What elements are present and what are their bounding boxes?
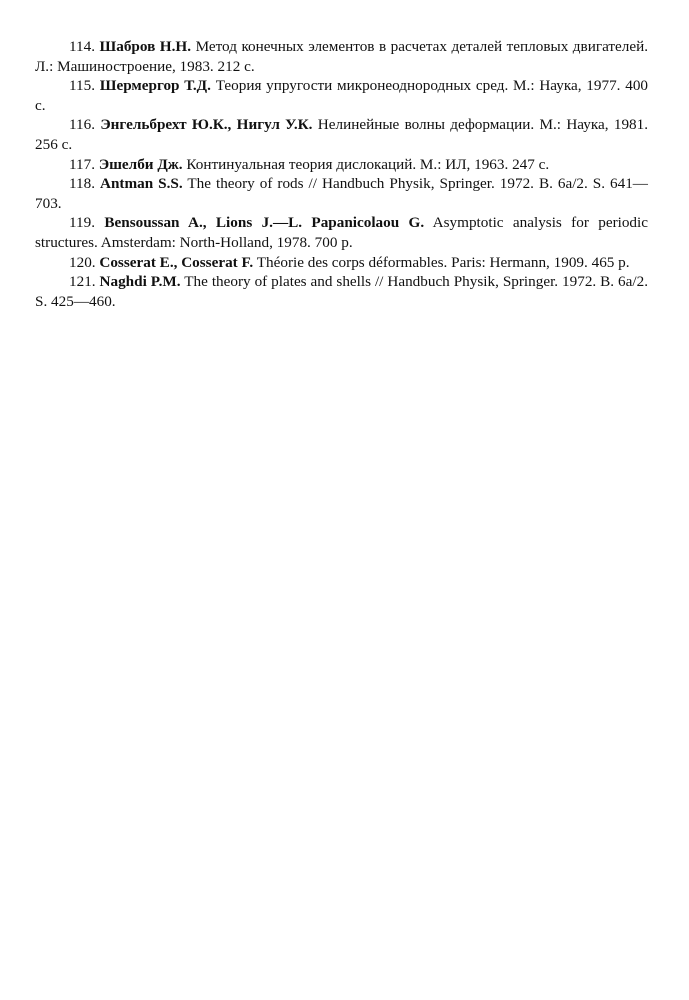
- reference-number: 116.: [69, 116, 96, 134]
- reference-item-121: [35, 272, 648, 311]
- reference-item-119: [35, 213, 648, 252]
- reference-number: 115.: [69, 77, 96, 95]
- reference-authors: Шабров Н.Н.: [99, 38, 192, 55]
- reference-item-117: [35, 155, 648, 175]
- reference-text: Asymptotic analysis for periodic structures. Amsterdam: North-Holland, 1978. 700 p.: [35, 214, 648, 251]
- reference-item-114: [35, 37, 648, 76]
- reference-authors: Antman S.S.: [100, 175, 183, 193]
- reference-authors: Эшелби Дж.: [98, 155, 183, 173]
- reference-item-118: [35, 174, 648, 213]
- reference-item-116: [35, 115, 648, 154]
- reference-number: 118.: [69, 175, 96, 193]
- reference-list: [35, 37, 648, 311]
- reference-text: Континуальная теория дислокаций. М.: ИЛ, 1963. 247 с.: [186, 155, 550, 173]
- reference-item-120: [35, 253, 648, 273]
- reference-text: Метод конечных элементов в расчетах деталей тепловых двигателей. Л.: Машиностроение, 1983. 212 с.: [35, 38, 649, 75]
- reference-authors: Bensoussan A., Lions J.—L. Papanicolaou G.: [104, 214, 425, 232]
- reference-text: Теория упругости микронеоднородных сред. М.: Наука, 1977. 400 с.: [35, 77, 649, 114]
- reference-number: 119.: [69, 214, 96, 232]
- reference-number: 114.: [69, 38, 96, 55]
- reference-text: Théorie des corps déformables. Paris: Hermann, 1909. 465 p.: [256, 253, 630, 271]
- reference-number: 121.: [69, 273, 96, 291]
- reference-text: Нелинейные волны деформации. М.: Наука, 1981. 256 с.: [35, 116, 649, 153]
- reference-authors: Cosserat E., Cosserat F.: [99, 253, 254, 271]
- reference-authors: Naghdi P.M.: [99, 273, 181, 291]
- reference-authors: Энгельбрехт Ю.К., Нигул У.К.: [100, 116, 313, 134]
- reference-authors: Шермергор Т.Д.: [99, 77, 211, 95]
- reference-number: 120.: [69, 253, 96, 271]
- reference-text: The theory of plates and shells // Handbuch Physik, Springer. 1972. B. 6a/2. S. 425—460.: [35, 273, 648, 310]
- reference-item-115: [35, 76, 648, 115]
- reference-number: 117.: [69, 155, 96, 173]
- reference-text: The theory of rods // Handbuch Physik, Springer. 1972. B. 6a/2. S. 641—703.: [35, 175, 648, 212]
